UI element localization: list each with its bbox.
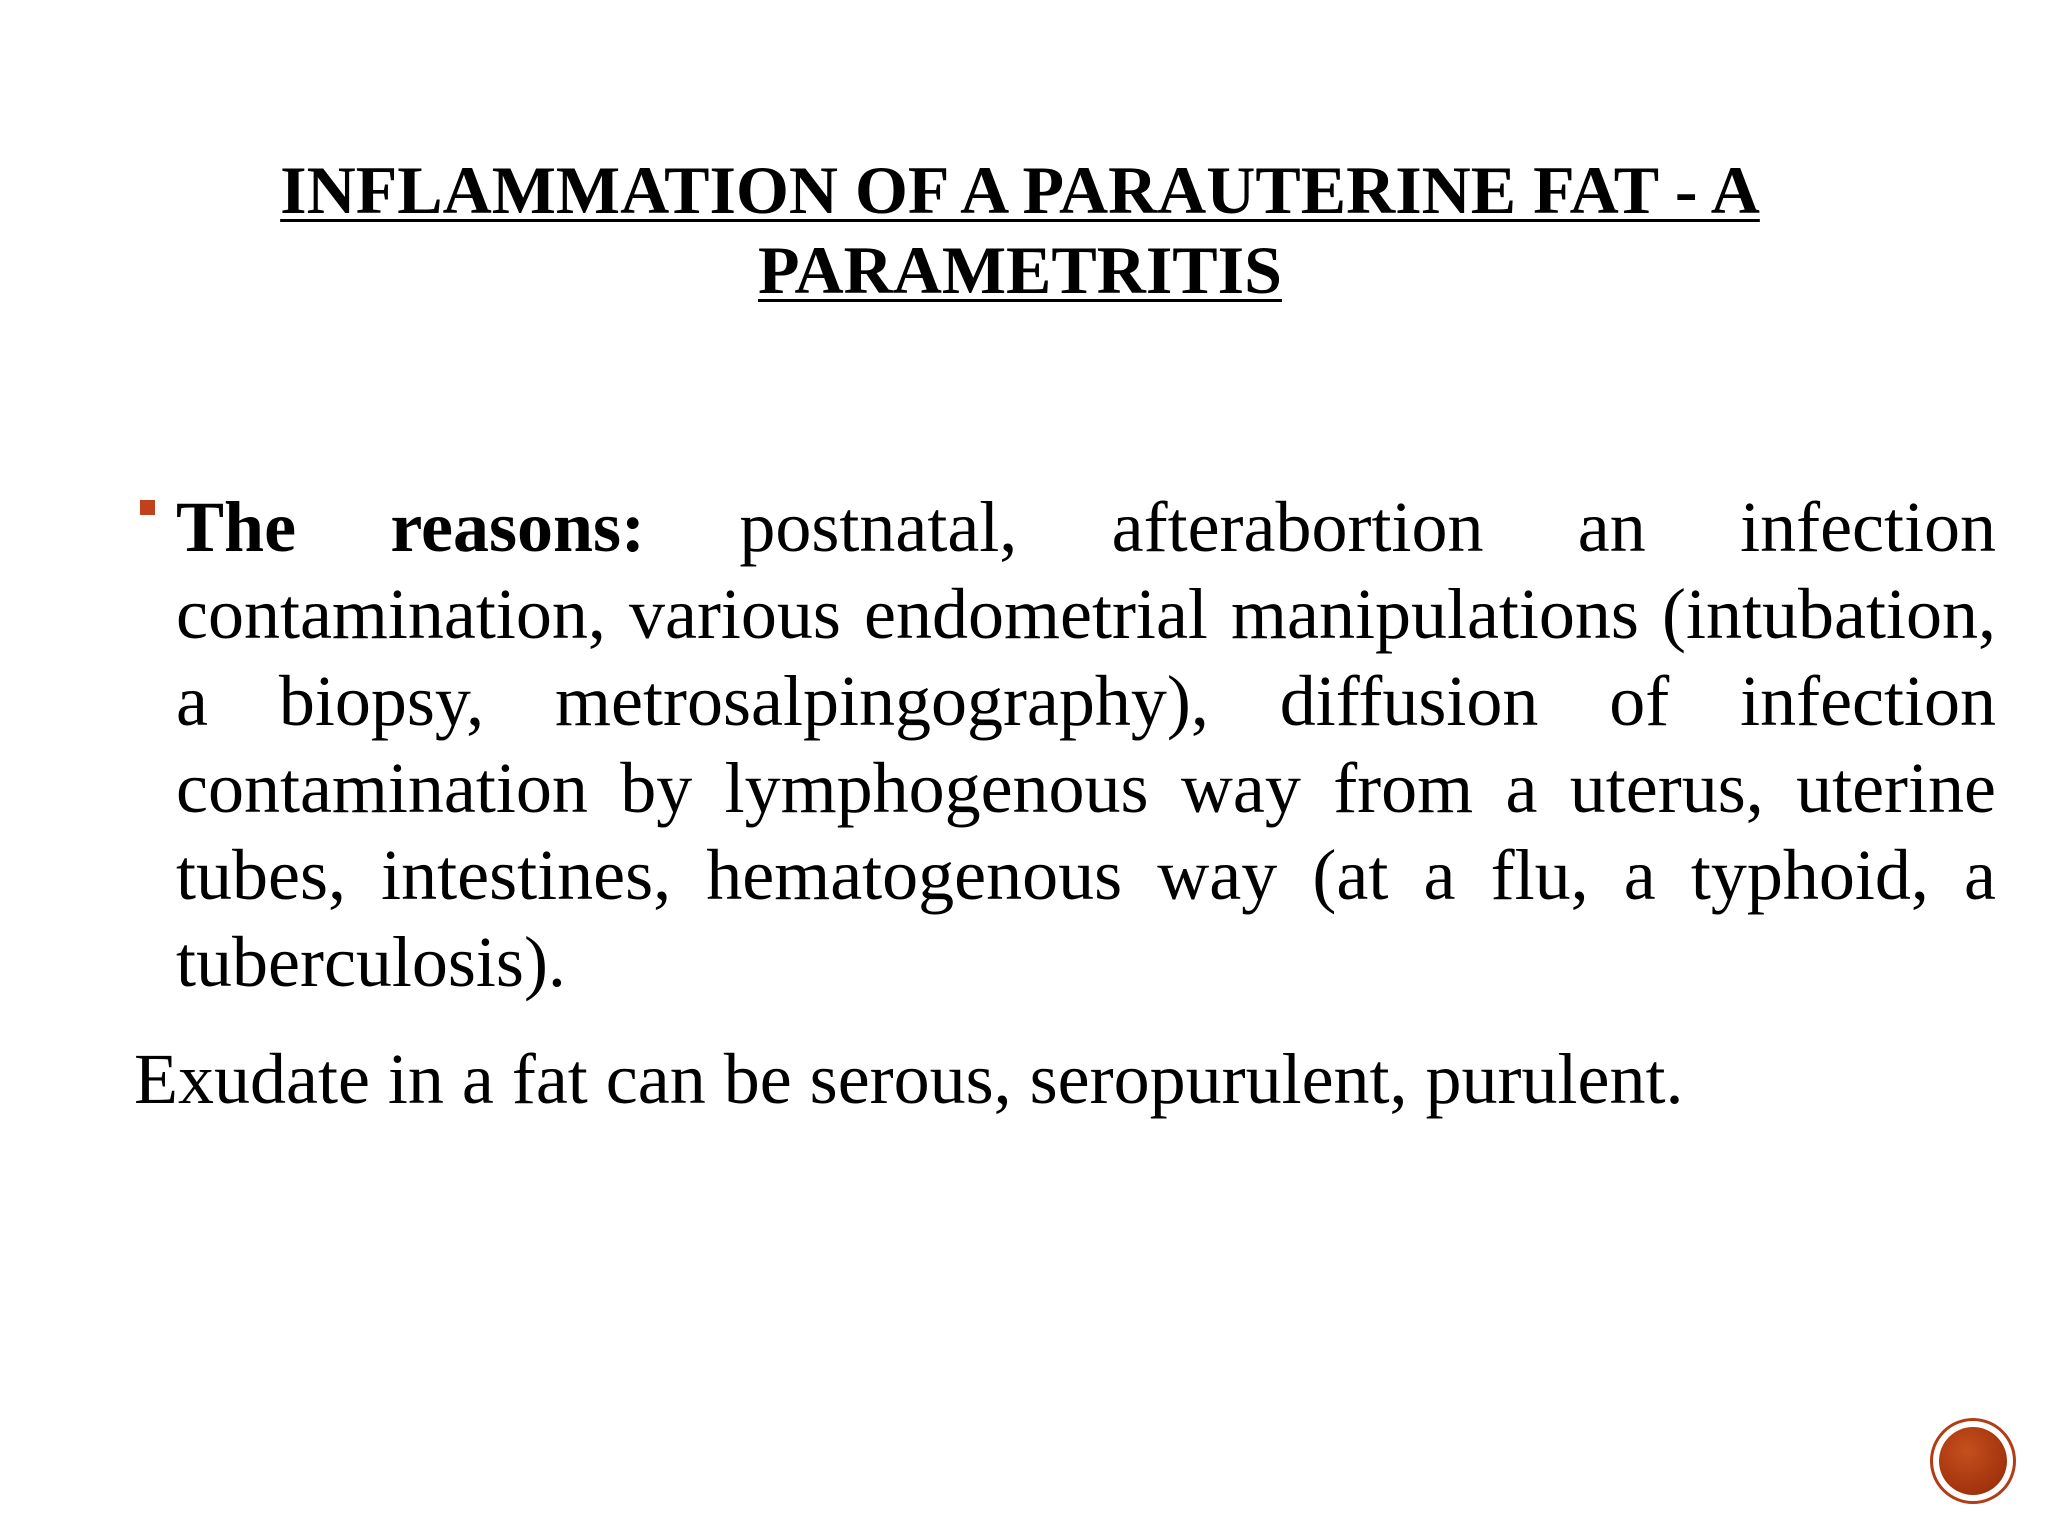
bullet-text: postnatal, afterabortion an infection contamination, various endometrial manipulations (intubation, a biopsy, metrosalpingography), diffusion of infection contamination by lymphogenous way from a uterus, uterine tubes, intestines, hematogenous way (at a flu, a typhoid, a tuberculosis). [176, 487, 1996, 1002]
bullet-paragraph [176, 484, 1996, 1006]
slide-title-line-2: PARAMETRITIS [758, 232, 1282, 308]
exudate-paragraph: Exudate in a fat can be serous, seropurulent, purulent. [134, 1039, 1684, 1119]
slide-nav-circle-icon[interactable] [1930, 1418, 2016, 1504]
slide-title-line-1: INFLAMMATION OF A PARAUTERINE FAT - A [280, 152, 1760, 228]
slide-title [200, 150, 1840, 310]
bullet-lead: The reasons: [176, 487, 646, 567]
slide-nav-circle-fill [1939, 1427, 2007, 1495]
square-bullet-icon [140, 500, 155, 515]
